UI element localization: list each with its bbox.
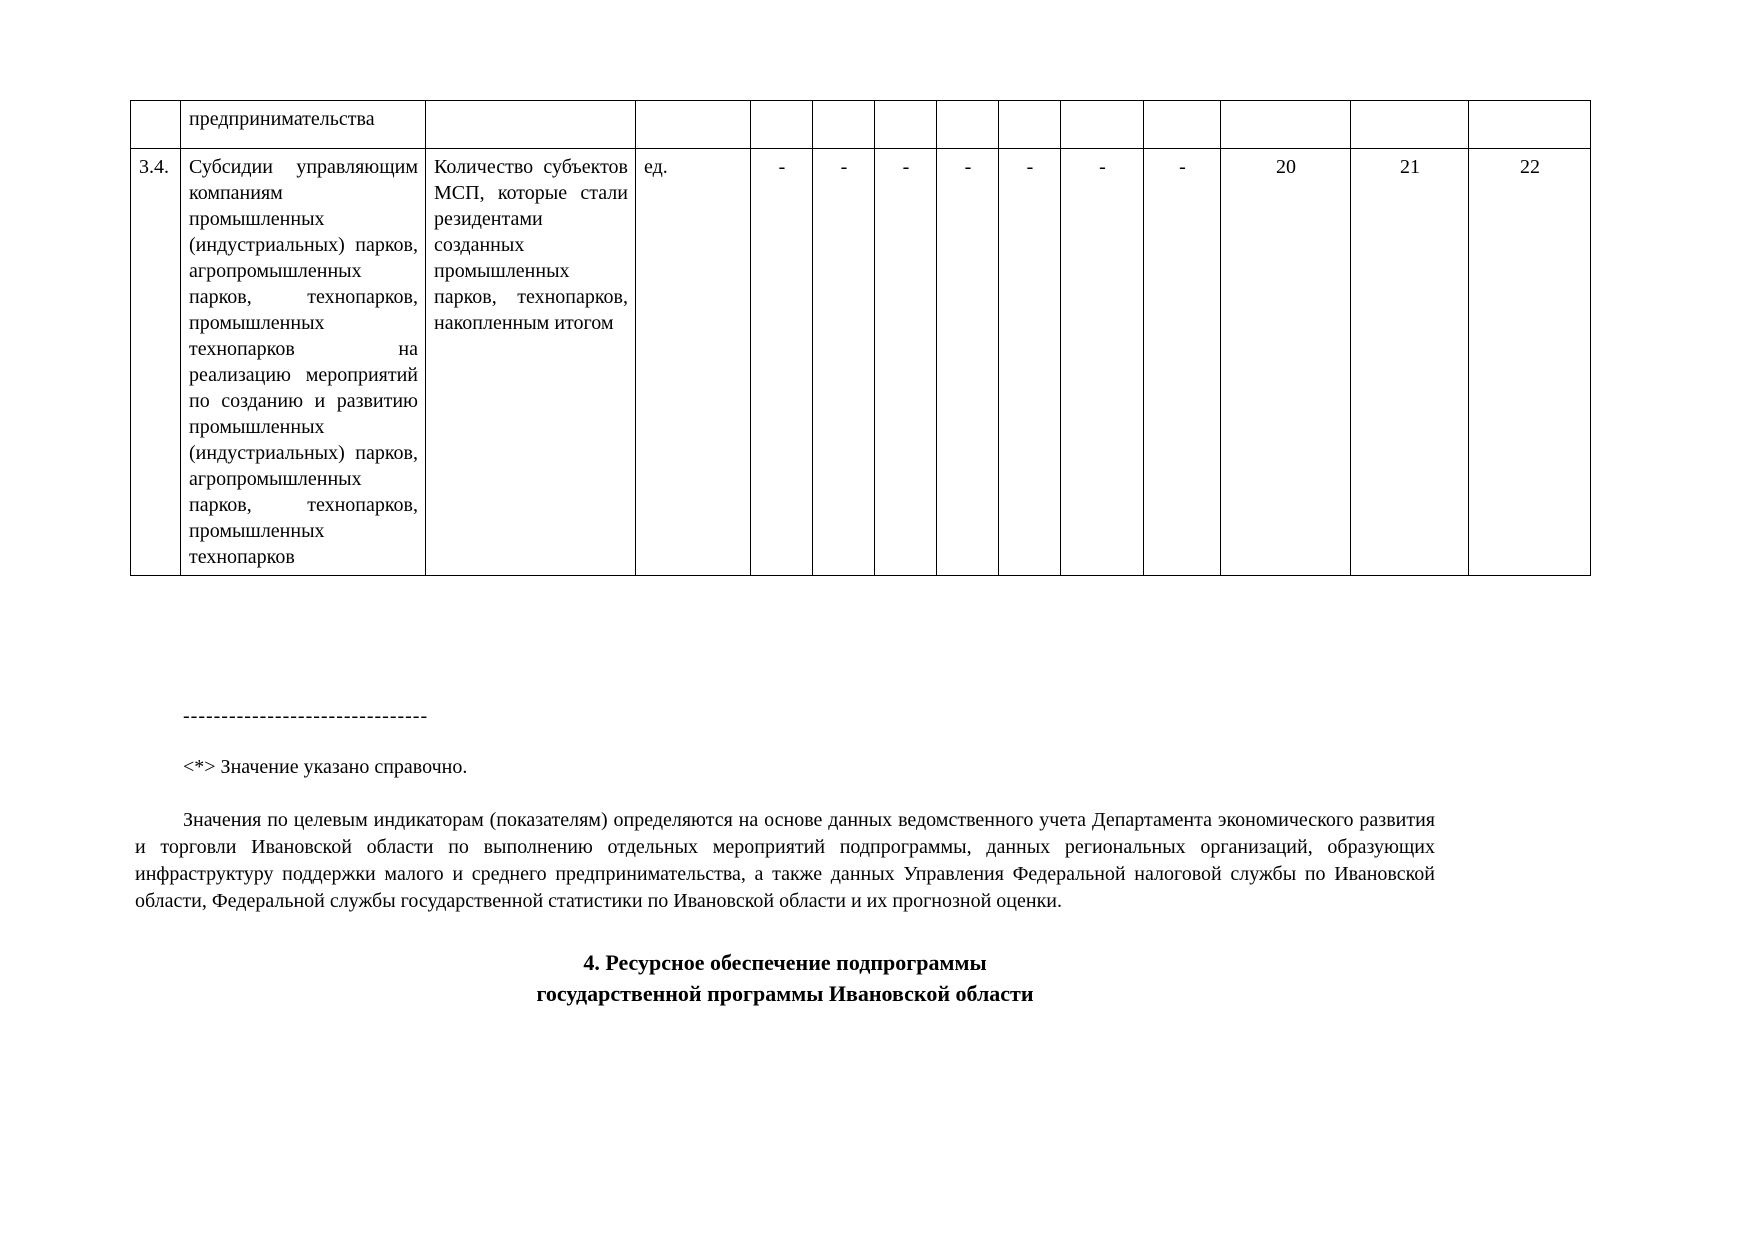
text-block xyxy=(135,703,1435,1009)
table-cell-empty xyxy=(999,101,1061,149)
table-cell-value: - xyxy=(875,149,937,576)
table-cell-empty xyxy=(131,101,181,149)
table-row-carryover xyxy=(131,101,1591,149)
table-cell-empty xyxy=(426,101,636,149)
table-cell-empty xyxy=(636,101,751,149)
table-cell-empty xyxy=(813,101,875,149)
table-cell-empty xyxy=(1351,101,1469,149)
table-cell-value: 21 xyxy=(1351,149,1469,576)
table-cell-empty xyxy=(875,101,937,149)
table-cell-value: - xyxy=(1144,149,1221,576)
table-cell-value: - xyxy=(1061,149,1144,576)
table-cell-empty xyxy=(1144,101,1221,149)
footnote-separator: -------------------------------- xyxy=(183,705,429,727)
table-cell-measure-name: Субсидии управляющим компаниям промышленных (индустриальных) парков, агропромышленных парков, технопарков, промышленных технопарков на реализацию мероприятий по созданию и развитию промышленных (индустриальных) парков, агропромышленных парков, технопарков, промышленных технопарков xyxy=(181,149,426,576)
table-cell-value: - xyxy=(999,149,1061,576)
table-cell-empty xyxy=(1061,101,1144,149)
table-cell-value: - xyxy=(937,149,999,576)
section-heading xyxy=(135,947,1435,1009)
table-cell-value: 20 xyxy=(1221,149,1351,576)
table-cell-name-continued: предпринимательства xyxy=(181,101,426,149)
table-row xyxy=(131,149,1591,576)
section-heading-line2: государственной программы Ивановской области xyxy=(536,981,1034,1006)
table-cell-indicator: Количество субъектов МСП, которые стали резидентами созданных промышленных парков, технопарков, накопленным итогом xyxy=(426,149,636,576)
table-cell-value: - xyxy=(751,149,813,576)
table-cell-empty xyxy=(1469,101,1591,149)
footnote-text: <*> Значение указано справочно. xyxy=(183,756,468,778)
table-cell-row-number: 3.4. xyxy=(131,149,181,576)
table-cell-value: 22 xyxy=(1469,149,1591,576)
indicators-table xyxy=(130,100,1591,576)
table-cell-empty xyxy=(937,101,999,149)
body-paragraph: Значения по целевым индикаторам (показателям) определяются на основе данных ведомственного учета Департамента экономического развития и торговли Ивановской области по выполнению отдельных мероприятий подпрограммы, данных региональных организаций, образующих инфраструктуру поддержки малого и среднего предпринимательства, а также данных Управления Федеральной налоговой службы по Ивановской области, Федеральной службы государственной статистики по Ивановской области и их прогнозной оценки. xyxy=(135,809,1435,912)
table-cell-unit: ед. xyxy=(636,149,751,576)
section-heading-line1: 4. Ресурсное обеспечение подпрограммы xyxy=(583,950,987,975)
table-cell-value: - xyxy=(813,149,875,576)
table-cell-empty xyxy=(751,101,813,149)
table-cell-empty xyxy=(1221,101,1351,149)
